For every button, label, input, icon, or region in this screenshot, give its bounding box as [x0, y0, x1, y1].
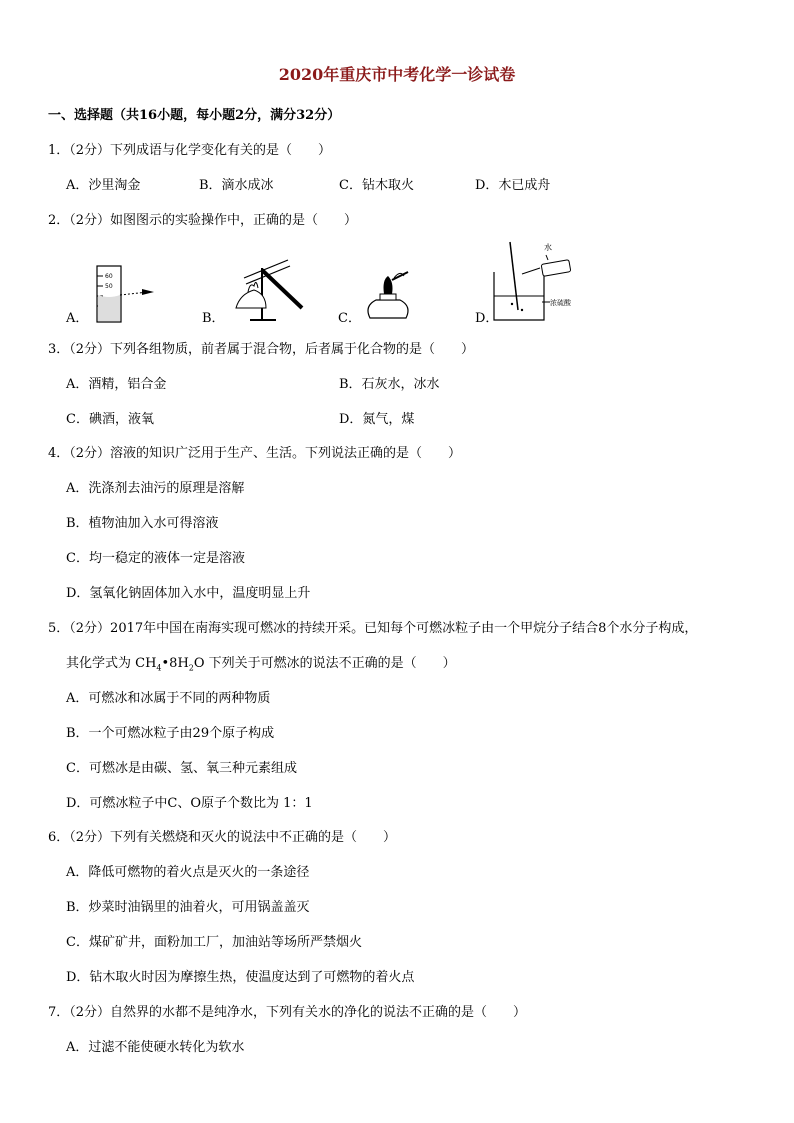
- test-tube-heating-figure: [214, 248, 304, 324]
- question-1-stem: 1．（2分）下列成语与化学变化有关的是（ ）: [48, 143, 332, 158]
- question-3-stem: 3．（2分）下列各组物质，前者属于混合物，后者属于化合物的是（ ）: [48, 342, 475, 357]
- question-5-stem-line-2: 其化学式为 $CH_4•8H_2O$ 下列关于可燃冰的说法不正确的是（ ）: [66, 656, 456, 673]
- question-4-stem: 4．（2分）溶液的知识广泛用于生产、生活。下列说法正确的是（ ）: [48, 446, 462, 461]
- option-a: A．降低可燃物的着火点是灭火的一条途径: [66, 865, 310, 880]
- tick-label: 60: [105, 273, 113, 280]
- option-b: B．炒菜时油锅里的油着火，可用锅盖盖灭: [66, 900, 310, 915]
- option-b: B．植物油加入水可得溶液: [66, 516, 219, 531]
- option-b: B．滴水成冰: [199, 178, 274, 193]
- option-c: C．可燃冰是由碳、氢、氧三种元素组成: [66, 761, 297, 776]
- graduated-cylinder-reading-figure: [88, 262, 160, 324]
- acid-label: 浓硫酸: [550, 299, 571, 307]
- question-6-stem: 6．（2分）下列有关燃烧和灭火的说法中不正确的是（ ）: [48, 830, 397, 845]
- option-b: B．一个可燃冰粒子由29个原子构成: [66, 726, 275, 741]
- figure-c-label: C．: [338, 311, 361, 326]
- option-d: D．氮气，煤: [339, 412, 415, 427]
- figure-d-label: D．: [475, 311, 499, 326]
- option-c: C．均一稳定的液体一定是溶液: [66, 551, 245, 566]
- section-heading: 一、选择题（共16小题，每小题2分，满分32分）: [48, 108, 341, 123]
- question-7-stem: 7．（2分）自然界的水都不是纯净水，下列有关水的净化的说法不正确的是（ ）: [48, 1005, 527, 1020]
- option-d: D．氢氧化钠固体加入水中，温度明显上升: [66, 586, 311, 601]
- alcohol-lamp-figure: [358, 266, 418, 322]
- water-label: 水: [544, 243, 552, 252]
- option-a: A．可燃冰和冰属于不同的两种物质: [66, 691, 271, 706]
- figure-b-label: B．: [202, 311, 225, 326]
- option-c: C．钻木取火: [339, 178, 414, 193]
- option-d: D．木已成舟: [475, 178, 551, 193]
- option-a: A．沙里淘金: [66, 178, 141, 193]
- tick-label: 50: [105, 283, 113, 290]
- figure-a-label: A．: [66, 311, 89, 326]
- option-d: D．钻木取火时因为摩擦生热，使温度达到了可燃物的着火点: [66, 970, 415, 985]
- question-2-stem: 2．（2分）如图图示的实验操作中，正确的是（ ）: [48, 213, 358, 228]
- dilution-figure: [488, 238, 580, 324]
- option-a: A．过滤不能使硬水转化为软水: [66, 1040, 245, 1055]
- option-d: D．可燃冰粒子中C、O原子个数比为 1：1: [66, 796, 313, 811]
- question-5-stem-line-1: 5．（2分）2017年中国在南海实现可燃冰的持续开采。已知每个可燃冰粒子由一个甲烷分子结合8个水分子构成，: [48, 621, 698, 636]
- option-b: B．石灰水，冰水: [339, 377, 440, 392]
- option-a: A．酒精，铝合金: [66, 377, 167, 392]
- option-c: C．煤矿矿井，面粉加工厂，加油站等场所严禁烟火: [66, 935, 362, 950]
- option-a: A．洗涤剂去油污的原理是溶解: [66, 481, 245, 496]
- page-title: 2020年重庆市中考化学一诊试卷: [278, 65, 516, 84]
- option-c: C．碘酒，液氧: [66, 412, 154, 427]
